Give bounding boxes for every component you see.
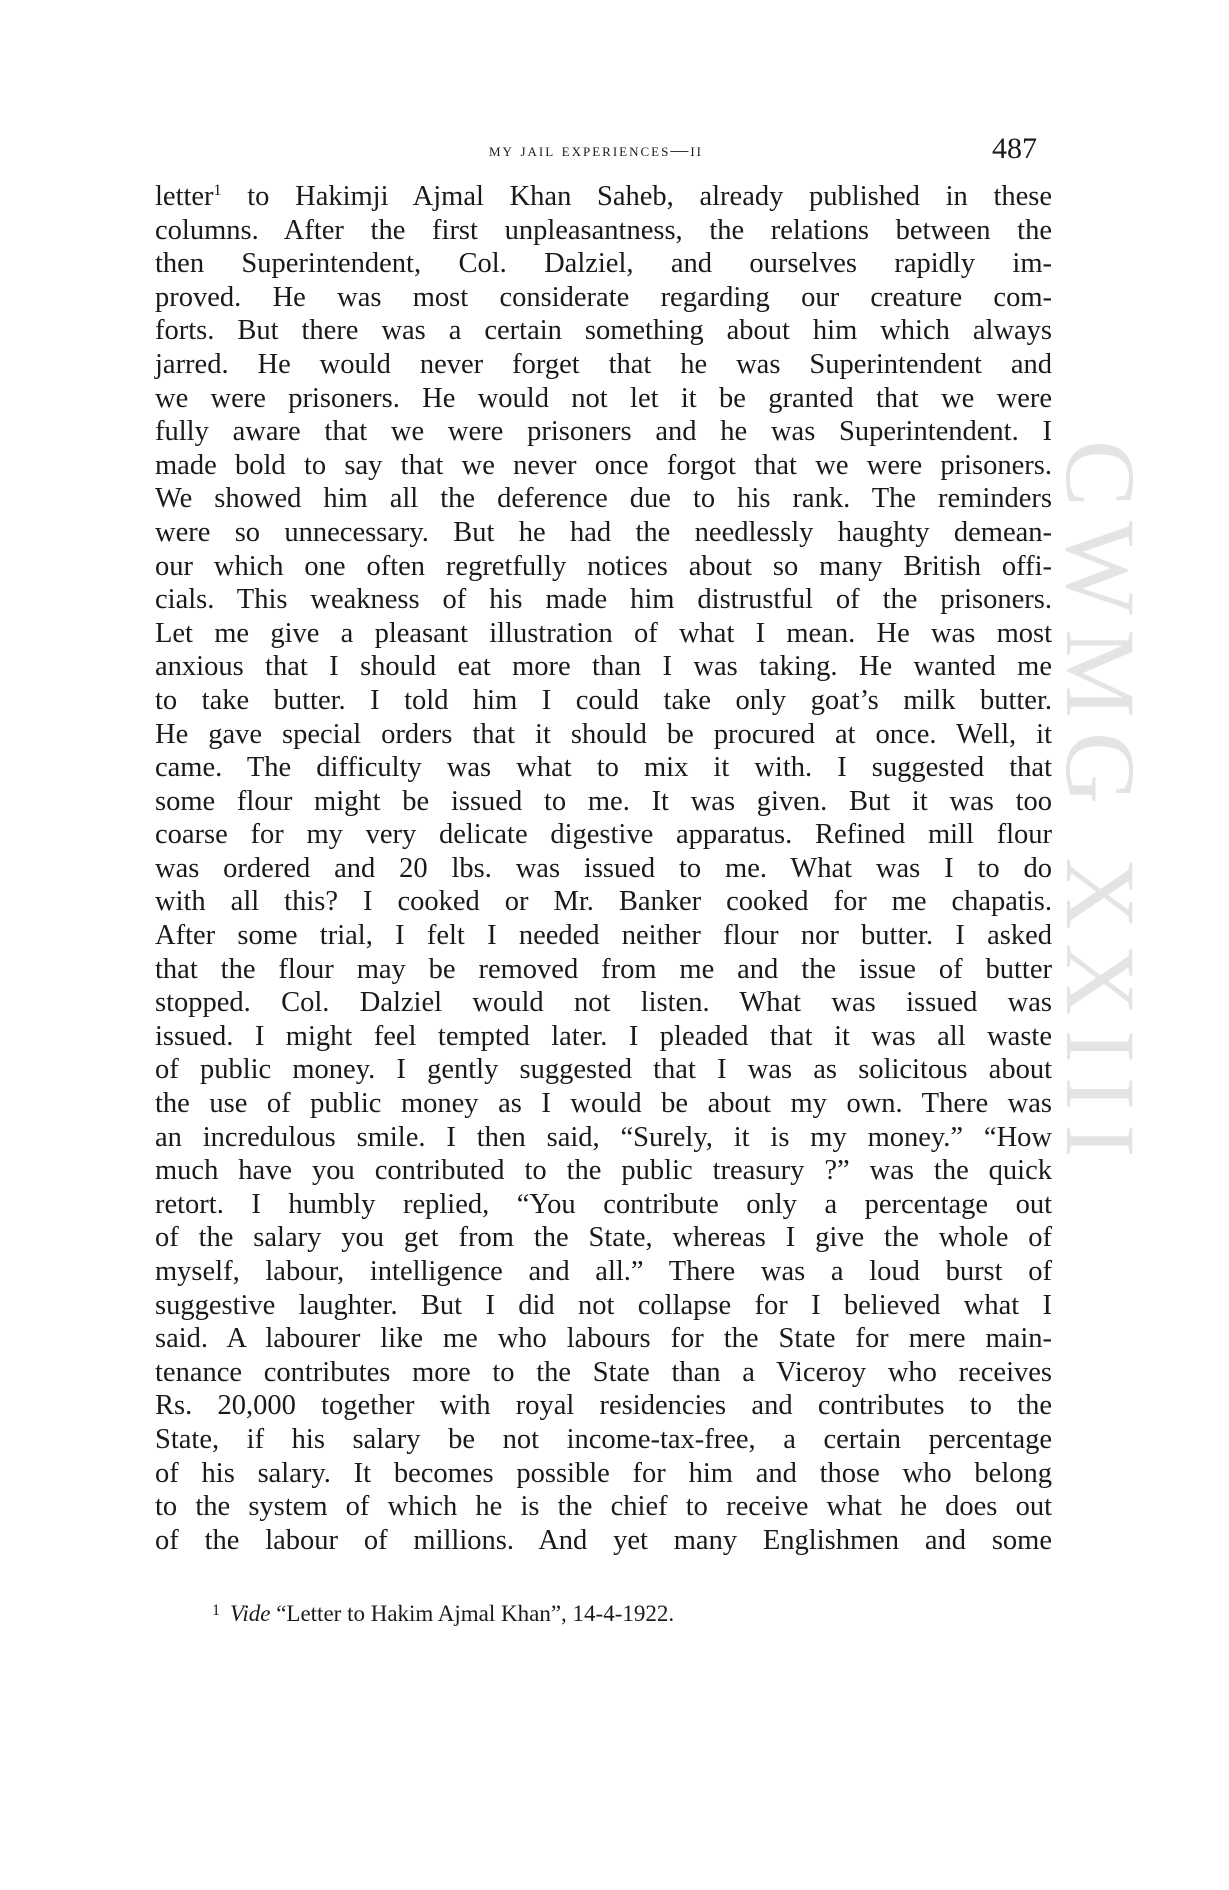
text-line: forts. But there was a certain something about him which always <box>155 315 1052 347</box>
text-line: we were prisoners. He would not let it be granted that we were <box>155 382 1052 414</box>
text-line: our which one often regretfully notices about so many British offi- <box>155 550 1052 582</box>
first-line-rest: to Hakimji Ajmal Khan Saheb, already published in these <box>221 181 1052 212</box>
text-line: issued. I might feel tempted later. I pleaded that it was all waste <box>155 1020 1052 1052</box>
text-line: an incredulous smile. I then said, “Surely, it is my money.” “How <box>155 1121 1052 1153</box>
text-line: Let me give a pleasant illustration of what I mean. He was most <box>155 617 1052 649</box>
text-line: jarred. He would never forget that he was Superintendent and <box>155 348 1052 380</box>
text-line: tenance contributes more to the State than a Viceroy who receives <box>155 1356 1052 1388</box>
footnote-text: “Letter to Hakim Ajmal Khan”, 14-4-1922. <box>270 1601 675 1626</box>
text-line: After some trial, I felt I needed neither flour nor butter. I asked <box>155 920 1052 952</box>
running-title: my jail experiences—ii <box>489 140 703 160</box>
text-line: Rs. 20,000 together with royal residencies and contributes to the <box>155 1390 1052 1422</box>
text-line: with all this? I cooked or Mr. Banker cooked for me chapatis. <box>155 886 1052 918</box>
text-line: State, if his salary be not income-tax-free, a certain percentage <box>155 1423 1052 1455</box>
text-line: much have you contributed to the public treasury ?” was the quick <box>155 1155 1052 1187</box>
text-line: came. The difficulty was what to mix it with. I suggested that <box>155 752 1052 784</box>
body-text <box>155 180 1052 1557</box>
text-line: columns. After the first unpleasantness, the relations between the <box>155 214 1052 246</box>
text-line: anxious that I should eat more than I was taking. He wanted me <box>155 651 1052 683</box>
text-line: was ordered and 20 lbs. was issued to me. What was I to do <box>155 852 1052 884</box>
text-line: We showed him all the deference due to his rank. The reminders <box>155 483 1052 515</box>
footnote-vide: Vide <box>230 1601 271 1626</box>
text-line: that the flour may be removed from me and the issue of butter <box>155 953 1052 985</box>
text-line: of the labour of millions. And yet many Englishmen and some <box>155 1524 1052 1556</box>
text-line: to the system of which he is the chief to receive what he does out <box>155 1491 1052 1523</box>
page-number: 487 <box>992 132 1037 165</box>
text-line: of public money. I gently suggested that I was as solicitous about <box>155 1054 1052 1086</box>
footnote <box>212 1596 1042 1629</box>
text-line: said. A labourer like me who labours for the State for mere main- <box>155 1323 1052 1355</box>
text-line: myself, labour, intelligence and all.” There was a loud burst of <box>155 1256 1052 1287</box>
text-line: then Superintendent, Col. Dalziel, and ourselves rapidly im- <box>155 248 1052 280</box>
text-line: suggestive laughter. But I did not collapse for I believed what I <box>155 1289 1052 1321</box>
text-line-first <box>155 180 1052 214</box>
text-line: made bold to say that we never once forgot that we were prisoners. <box>155 449 1052 481</box>
footnote-reference[interactable]: 1 <box>213 182 222 199</box>
footnote-number: 1 <box>212 1602 220 1619</box>
text-line: some flour might be issued to me. It was given. But it was too <box>155 785 1052 817</box>
text-line: coarse for my very delicate digestive apparatus. Refined mill flour <box>155 819 1052 851</box>
text-line: the use of public money as I would be about my own. There was <box>155 1088 1052 1120</box>
text-line: of the salary you get from the State, whereas I give the whole of <box>155 1222 1052 1254</box>
text-line: of his salary. It becomes possible for him and those who belong <box>155 1457 1052 1489</box>
text-line: were so unnecessary. But he had the needlessly haughty demean- <box>155 516 1052 548</box>
text-line: He gave special orders that it should be procured at once. Well, it <box>155 718 1052 750</box>
text-line: to take butter. I told him I could take only goat’s milk butter. <box>155 684 1052 716</box>
text-line: fully aware that we were prisoners and he was Superintendent. I <box>155 416 1052 448</box>
running-header <box>155 132 1037 172</box>
text-line: retort. I humbly replied, “You contribute only a percentage out <box>155 1188 1052 1220</box>
text-line: stopped. Col. Dalziel would not listen. What was issued was <box>155 987 1052 1019</box>
text-line: cials. This weakness of his made him distrustful of the prisoners. <box>155 584 1052 616</box>
watermark: CWMG XXIII <box>1045 440 1156 1172</box>
text-line: proved. He was most considerate regarding our creature com- <box>155 281 1052 313</box>
first-line-start: letter <box>155 181 214 212</box>
